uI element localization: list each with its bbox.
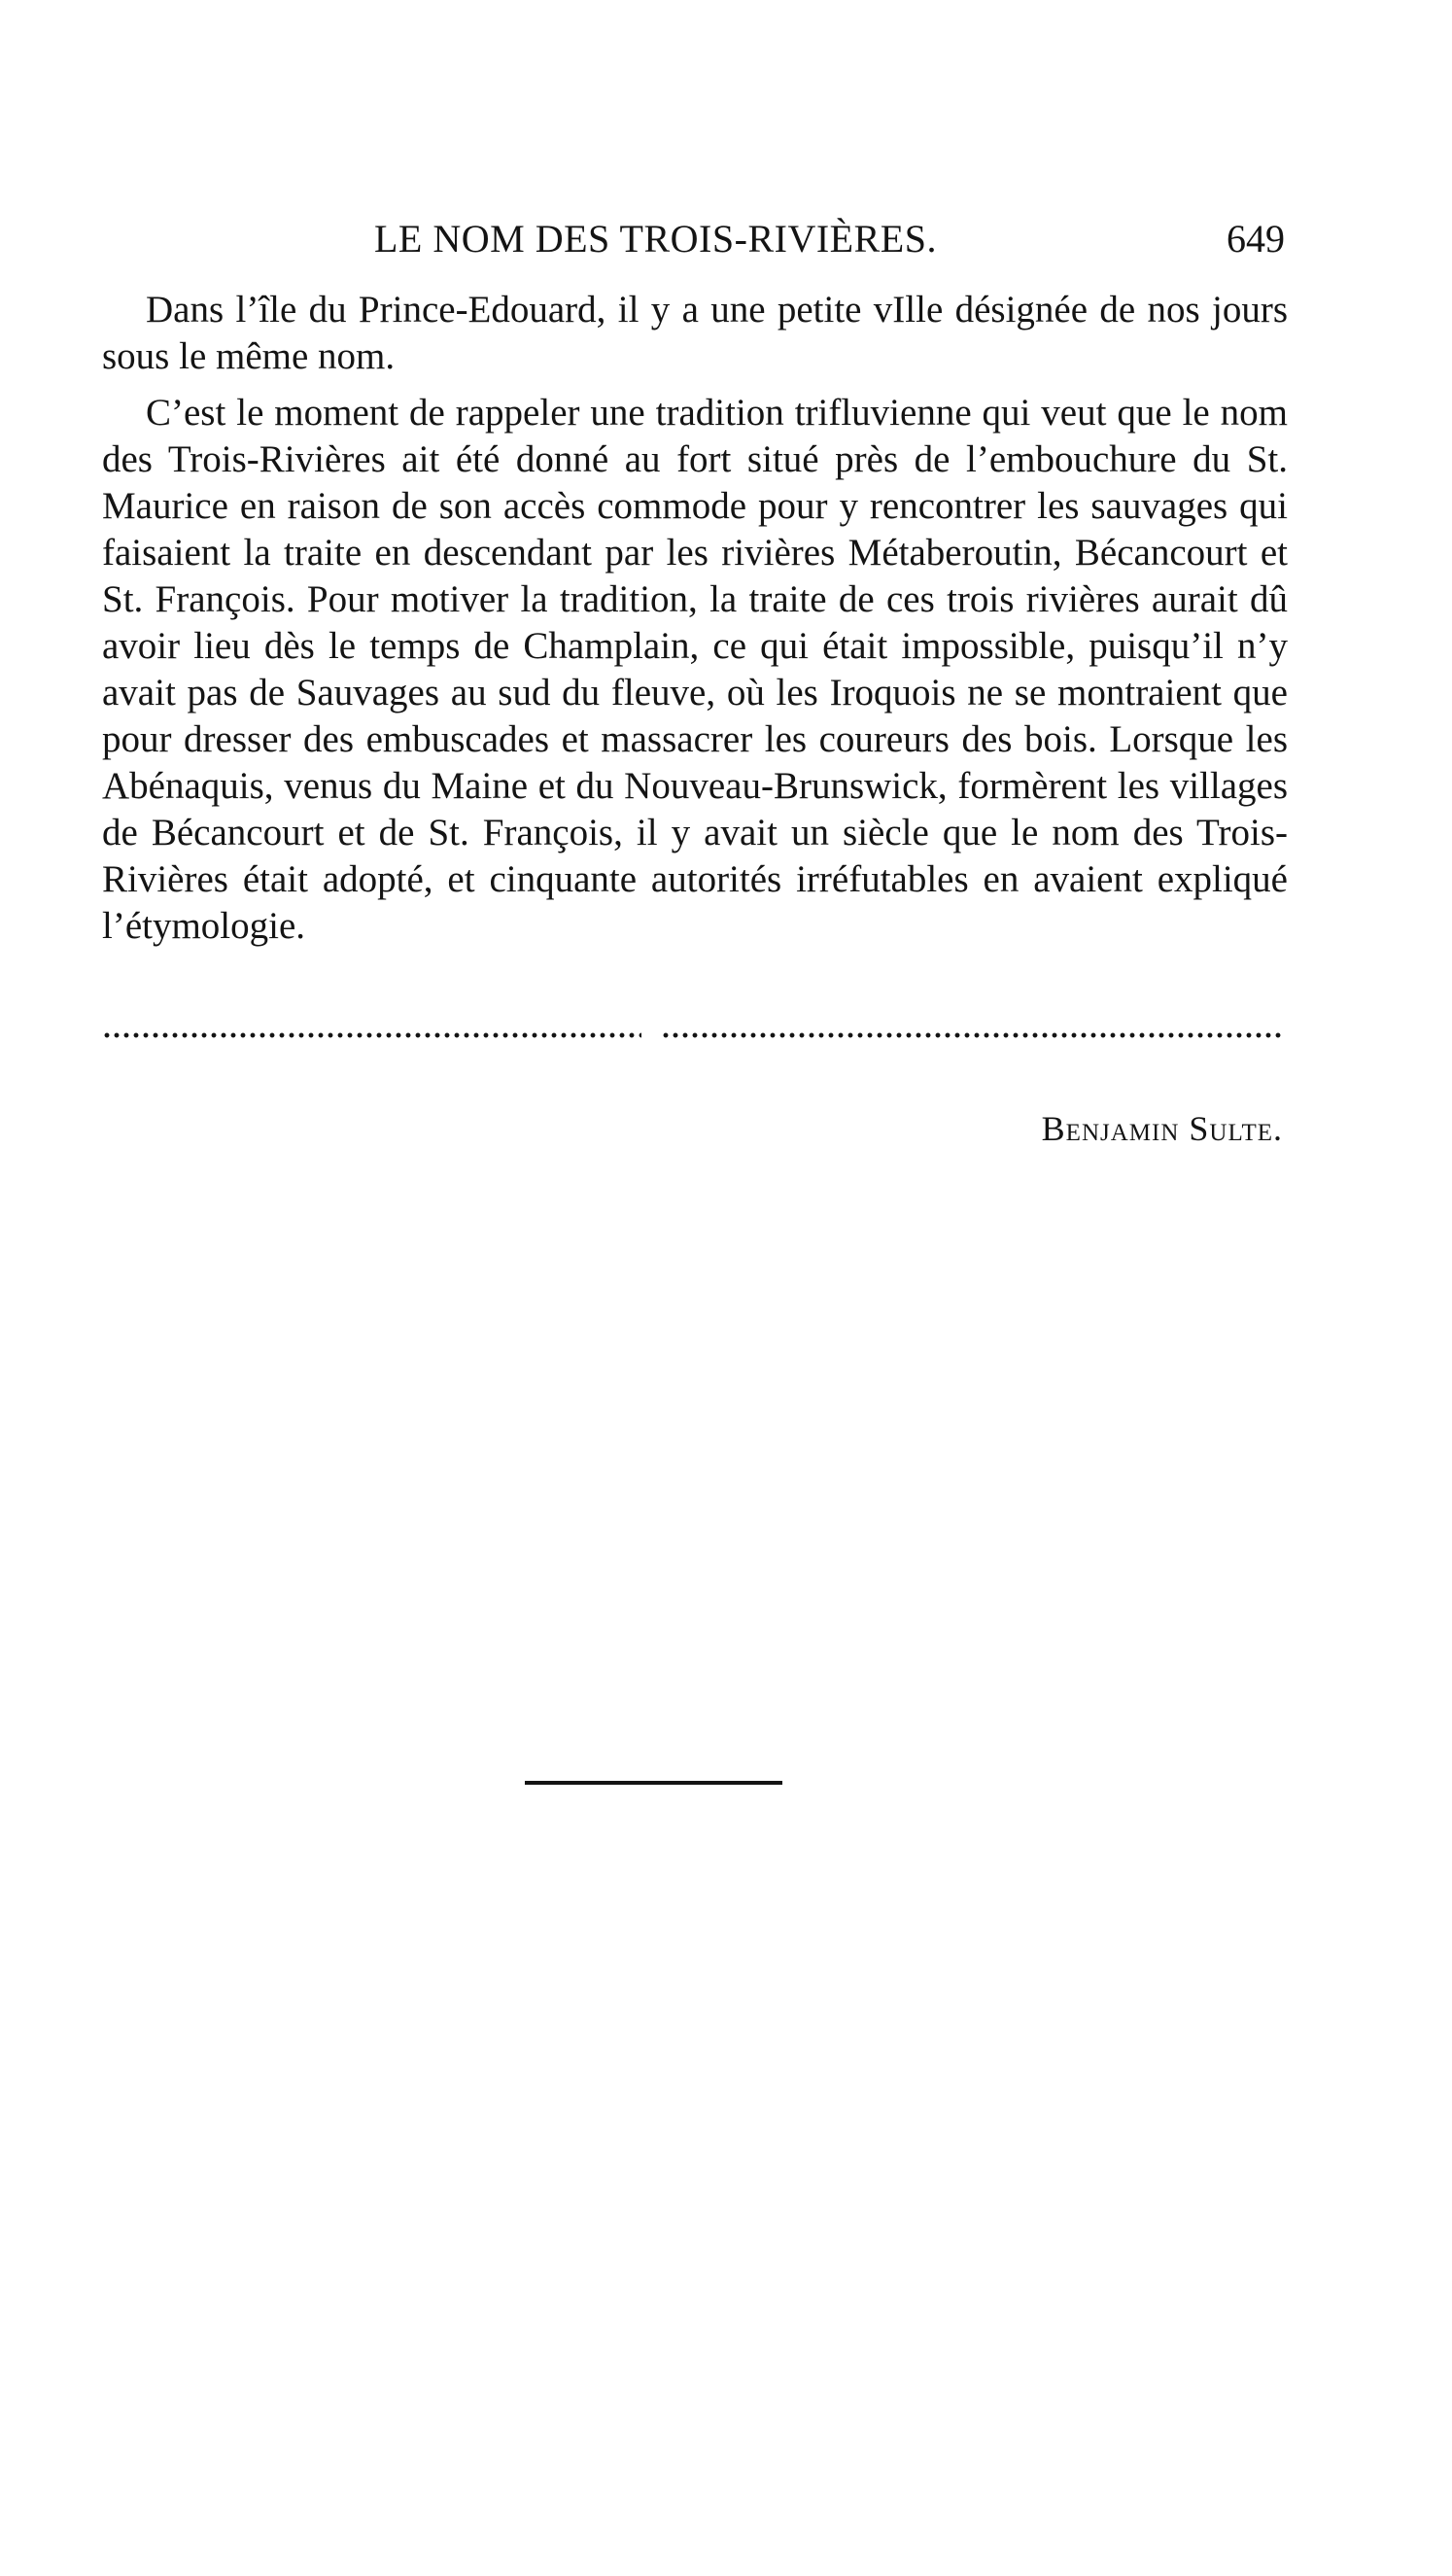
dotted-segment — [102, 1032, 641, 1038]
body-text — [102, 287, 1288, 959]
author-signature: Benjamin Sulte. — [1041, 1109, 1283, 1148]
omission-dotted-line — [102, 1032, 1283, 1040]
dotted-segment — [661, 1032, 1283, 1038]
paragraph: C’est le moment de rappeler une tradition trifluvienne qui veut que le nom des Trois-Rivières ait été donné au fort situé près de l’embouchure du St. Maurice en raison de son accès commode pour y rencontrer les sauvages qui faisaient la traite en descendant par les rivières Métaberoutin, Bécancourt et St. François. Pour motiver la tradition, la traite de ces trois rivières aurait dû avoir lieu dès le temps de Champlain, ce qui était impossible, puisqu’il n’y avait pas de Sauvages au sud du fleuve, où les Iroquois ne se montraient que pour dresser des embuscades et massacrer les coureurs des bois. Lorsque les Abénaquis, venus du Maine et du Nouveau-Brunswick, formèrent les villages de Bécancourt et de St. François, il y avait un siècle que le nom des Trois-Rivières était adopté, et cinquante autorités irréfutables en avaient expliqué l’étymologie. — [102, 392, 1288, 947]
end-rule-divider — [525, 1781, 782, 1785]
paragraph: Dans l’île du Prince-Edouard, il y a une petite vIlle désignée de nos jours sous le même nom. — [102, 289, 1288, 377]
running-title: LE NOM DES TROIS-RIVIÈRES. — [374, 217, 937, 261]
page-number: 649 — [1227, 217, 1285, 261]
